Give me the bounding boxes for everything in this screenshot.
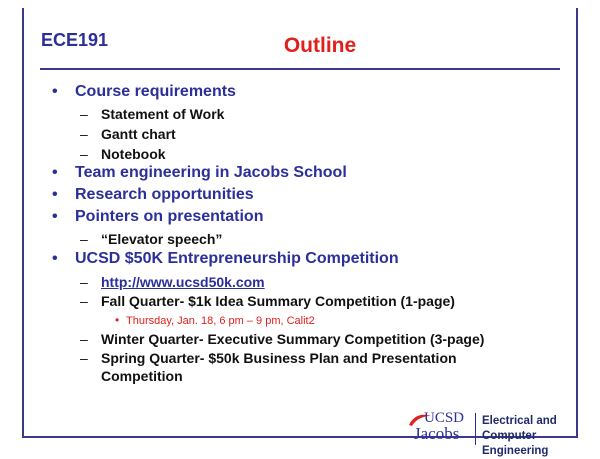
dash-marker: –	[80, 231, 88, 247]
dash-marker: –	[80, 350, 88, 366]
course-code: ECE191	[41, 30, 109, 50]
list-item-text: Notebook	[101, 146, 166, 162]
list-item-text: Pointers on presentation	[75, 208, 264, 225]
list-item-text: “Elevator speech”	[101, 231, 223, 247]
bullet-marker: •	[52, 83, 58, 100]
list-item-text: Statement of Work	[101, 106, 225, 122]
jacobs-ece-logo	[408, 410, 598, 457]
bullet-marker: •	[52, 186, 58, 203]
slide-title: Outline	[283, 34, 357, 57]
bullet-marker: •	[115, 313, 120, 327]
logo-dept-line-2: Computer Engineering	[482, 430, 549, 457]
list-item-text: Course requirements	[75, 83, 236, 100]
dash-marker: –	[80, 126, 88, 142]
list-item	[52, 208, 264, 226]
logo-jacobs-text: Jacobs	[414, 424, 460, 443]
list-item-text: Fall Quarter- $1k Idea Summary Competition (1-page)	[101, 293, 455, 309]
bullet-marker: •	[52, 250, 58, 267]
list-item-text: Research opportunities	[75, 186, 254, 203]
list-item	[80, 331, 485, 347]
list-item-text: Winter Quarter- Executive Summary Competition (3-page)	[101, 331, 485, 347]
dash-marker: –	[80, 106, 88, 122]
list-item	[52, 186, 254, 204]
dash-marker: –	[80, 331, 88, 347]
list-item-text: Gantt chart	[101, 126, 176, 142]
list-item	[80, 293, 455, 309]
list-item	[80, 274, 265, 290]
list-item	[80, 231, 223, 247]
list-item-text: Team engineering in Jacobs School	[75, 164, 347, 181]
logo-ucsd-text: UCSD	[424, 410, 465, 426]
bullet-marker: •	[52, 208, 58, 225]
list-item	[80, 146, 166, 162]
dash-marker: –	[80, 146, 88, 162]
list-item	[80, 126, 176, 142]
list-item	[52, 250, 399, 268]
list-item-text: Competition	[101, 368, 183, 384]
list-item	[52, 83, 236, 101]
list-item	[52, 164, 347, 182]
list-item	[115, 313, 315, 327]
logo-dept-line-1: Electrical and	[482, 415, 557, 427]
logo-divider	[475, 413, 476, 445]
bullet-marker: •	[52, 164, 58, 181]
list-item-text: UCSD $50K Entrepreneurship Competition	[75, 250, 399, 267]
logo-department	[482, 414, 598, 459]
competition-link[interactable]: http://www.ucsd50k.com	[101, 274, 265, 290]
list-item-text: Spring Quarter- $50k Business Plan and Presentation	[101, 350, 457, 366]
list-item	[80, 106, 225, 122]
list-item	[80, 350, 457, 366]
dash-marker: –	[80, 293, 88, 309]
dash-marker: –	[80, 274, 88, 290]
list-item-text: Thursday, Jan. 18, 6 pm – 9 pm, Calit2	[126, 315, 315, 327]
list-item-continuation	[101, 368, 183, 384]
